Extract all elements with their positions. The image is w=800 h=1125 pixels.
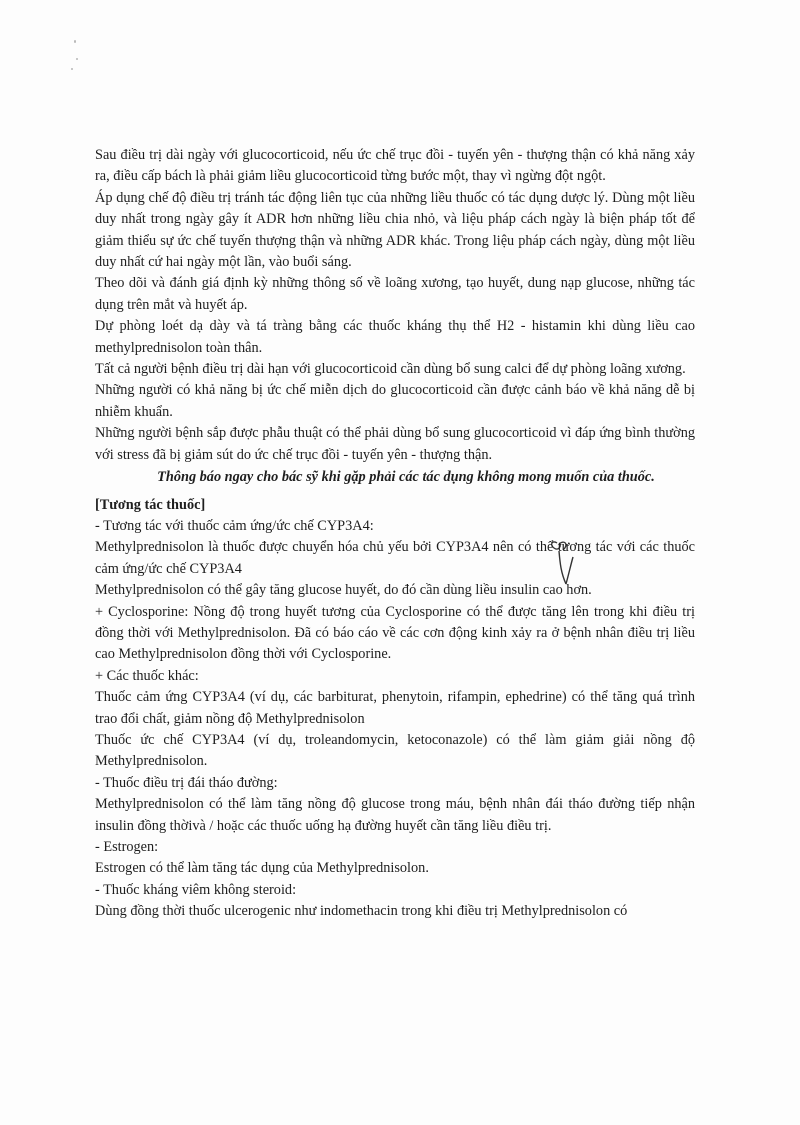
paragraph: Dự phòng loét dạ dày và tá tràng bằng các thuốc kháng thụ thể H2 - histamin khi dùng liều cao methylprednisolon toàn thân.	[95, 318, 695, 356]
paragraph: Áp dụng chế độ điều trị tránh tác động liên tục của những liều thuốc có tác dụng dược lý. Dùng một liều duy nhất trong ngày gây ít ADR hơn những liều chia nhỏ, và liệu pháp cách ngày là biện pháp tốt để giảm thiểu sự ức chế tuyến thượng thận và những ADR khác. Trong liệu pháp cách ngày, dùng một liều duy nhất cứ hai ngày một lần, vào buổi sáng.	[95, 189, 695, 271]
paragraph: Tất cả người bệnh điều trị dài hạn với glucocorticoid cần dùng bổ sung calci để dự phòng loãng xương.	[95, 361, 686, 378]
interaction-subheading: - Estrogen:	[95, 839, 159, 855]
paragraph: + Cyclosporine: Nồng độ trong huyết tương của Cyclosporine có thể được tăng lên trong khi điều trị đồng thời với Methylprednisolon. Đã có báo cáo về các cơn động kinh xảy ra ở bệnh nhân điều trị liều cao Methylprednisolon đồng thời với Cyclosporine.	[95, 603, 695, 663]
document-body	[95, 145, 695, 923]
scan-speck	[71, 68, 73, 70]
interaction-subheading: - Thuốc điều trị đái tháo đường:	[95, 774, 278, 791]
scan-specks	[70, 38, 82, 78]
paragraph: Thuốc cảm ứng CYP3A4 (ví dụ, các barbiturat, phenytoin, rifampin, ephedrine) có thể tăng quá trình trao đổi chất, giảm nồng độ Methylprednisolon	[95, 689, 695, 727]
paragraph: Theo dõi và đánh giá định kỳ những thông số về loãng xương, tạo huyết, dung nạp glucose, những tác dụng trên mắt và huyết áp.	[95, 275, 695, 313]
adverse-effects-warning: Thông báo ngay cho bác sỹ khi gặp phải các tác dụng không mong muốn của thuốc.	[157, 469, 655, 486]
paragraph: Methylprednisolon có thể làm tăng nồng độ glucose trong máu, bệnh nhân đái tháo đường tiếp nhận insulin đồng thờivà / hoặc các thuốc uống hạ đường huyết cần tăng liều điều trị.	[95, 796, 695, 834]
interaction-subheading: - Thuốc kháng viêm không steroid:	[95, 881, 297, 898]
section-heading-interactions: [Tương tác thuốc]	[95, 496, 206, 513]
paragraph: Estrogen có thể làm tăng tác dụng của Methylprednisolon.	[95, 860, 429, 877]
paragraph: Methylprednisolon có thể gây tăng glucose huyết, do đó cần dùng liều insulin cao hơn.	[95, 582, 592, 599]
paragraph: Những người bệnh sắp được phẫu thuật có thể phải dùng bổ sung glucocorticoid vì đáp ứng bình thường với stress đã bị giảm sút do ức chế trục đồi - tuyến yên - thượng thận.	[95, 425, 695, 463]
paragraph: Sau điều trị dài ngày với glucocorticoid, nếu ức chế trục đồi - tuyến yên - thượng thận có khả năng xảy ra, điều cấp bách là phải giảm liều glucocorticoid từng bước một, thay vì ngừng đột ngột.	[95, 147, 695, 185]
paragraph: Những người có khả năng bị ức chế miễn dịch do glucocorticoid cần được cảnh báo về khả năng dễ bị nhiễm khuẩn.	[95, 382, 695, 420]
paragraph: Dùng đồng thời thuốc ulcerogenic như indomethacin trong khi điều trị Methylprednisolon có	[95, 903, 628, 920]
scan-speck	[76, 58, 78, 60]
scan-speck	[74, 40, 76, 43]
interaction-subheading: + Các thuốc khác:	[95, 667, 199, 684]
paragraph: Thuốc ức chế CYP3A4 (ví dụ, troleandomycin, ketoconazole) có thể làm giảm giải nồng độ Methylprednisolon.	[95, 731, 695, 770]
paragraph: Methylprednisolon là thuốc được chuyển hóa chủ yếu bởi CYP3A4 nên có thể tương tác với các thuốc cảm ứng/ức chế CYP3A4	[95, 539, 695, 577]
interaction-subheading: - Tương tác với thuốc cảm ứng/ức chế CYP3A4:	[95, 517, 374, 534]
